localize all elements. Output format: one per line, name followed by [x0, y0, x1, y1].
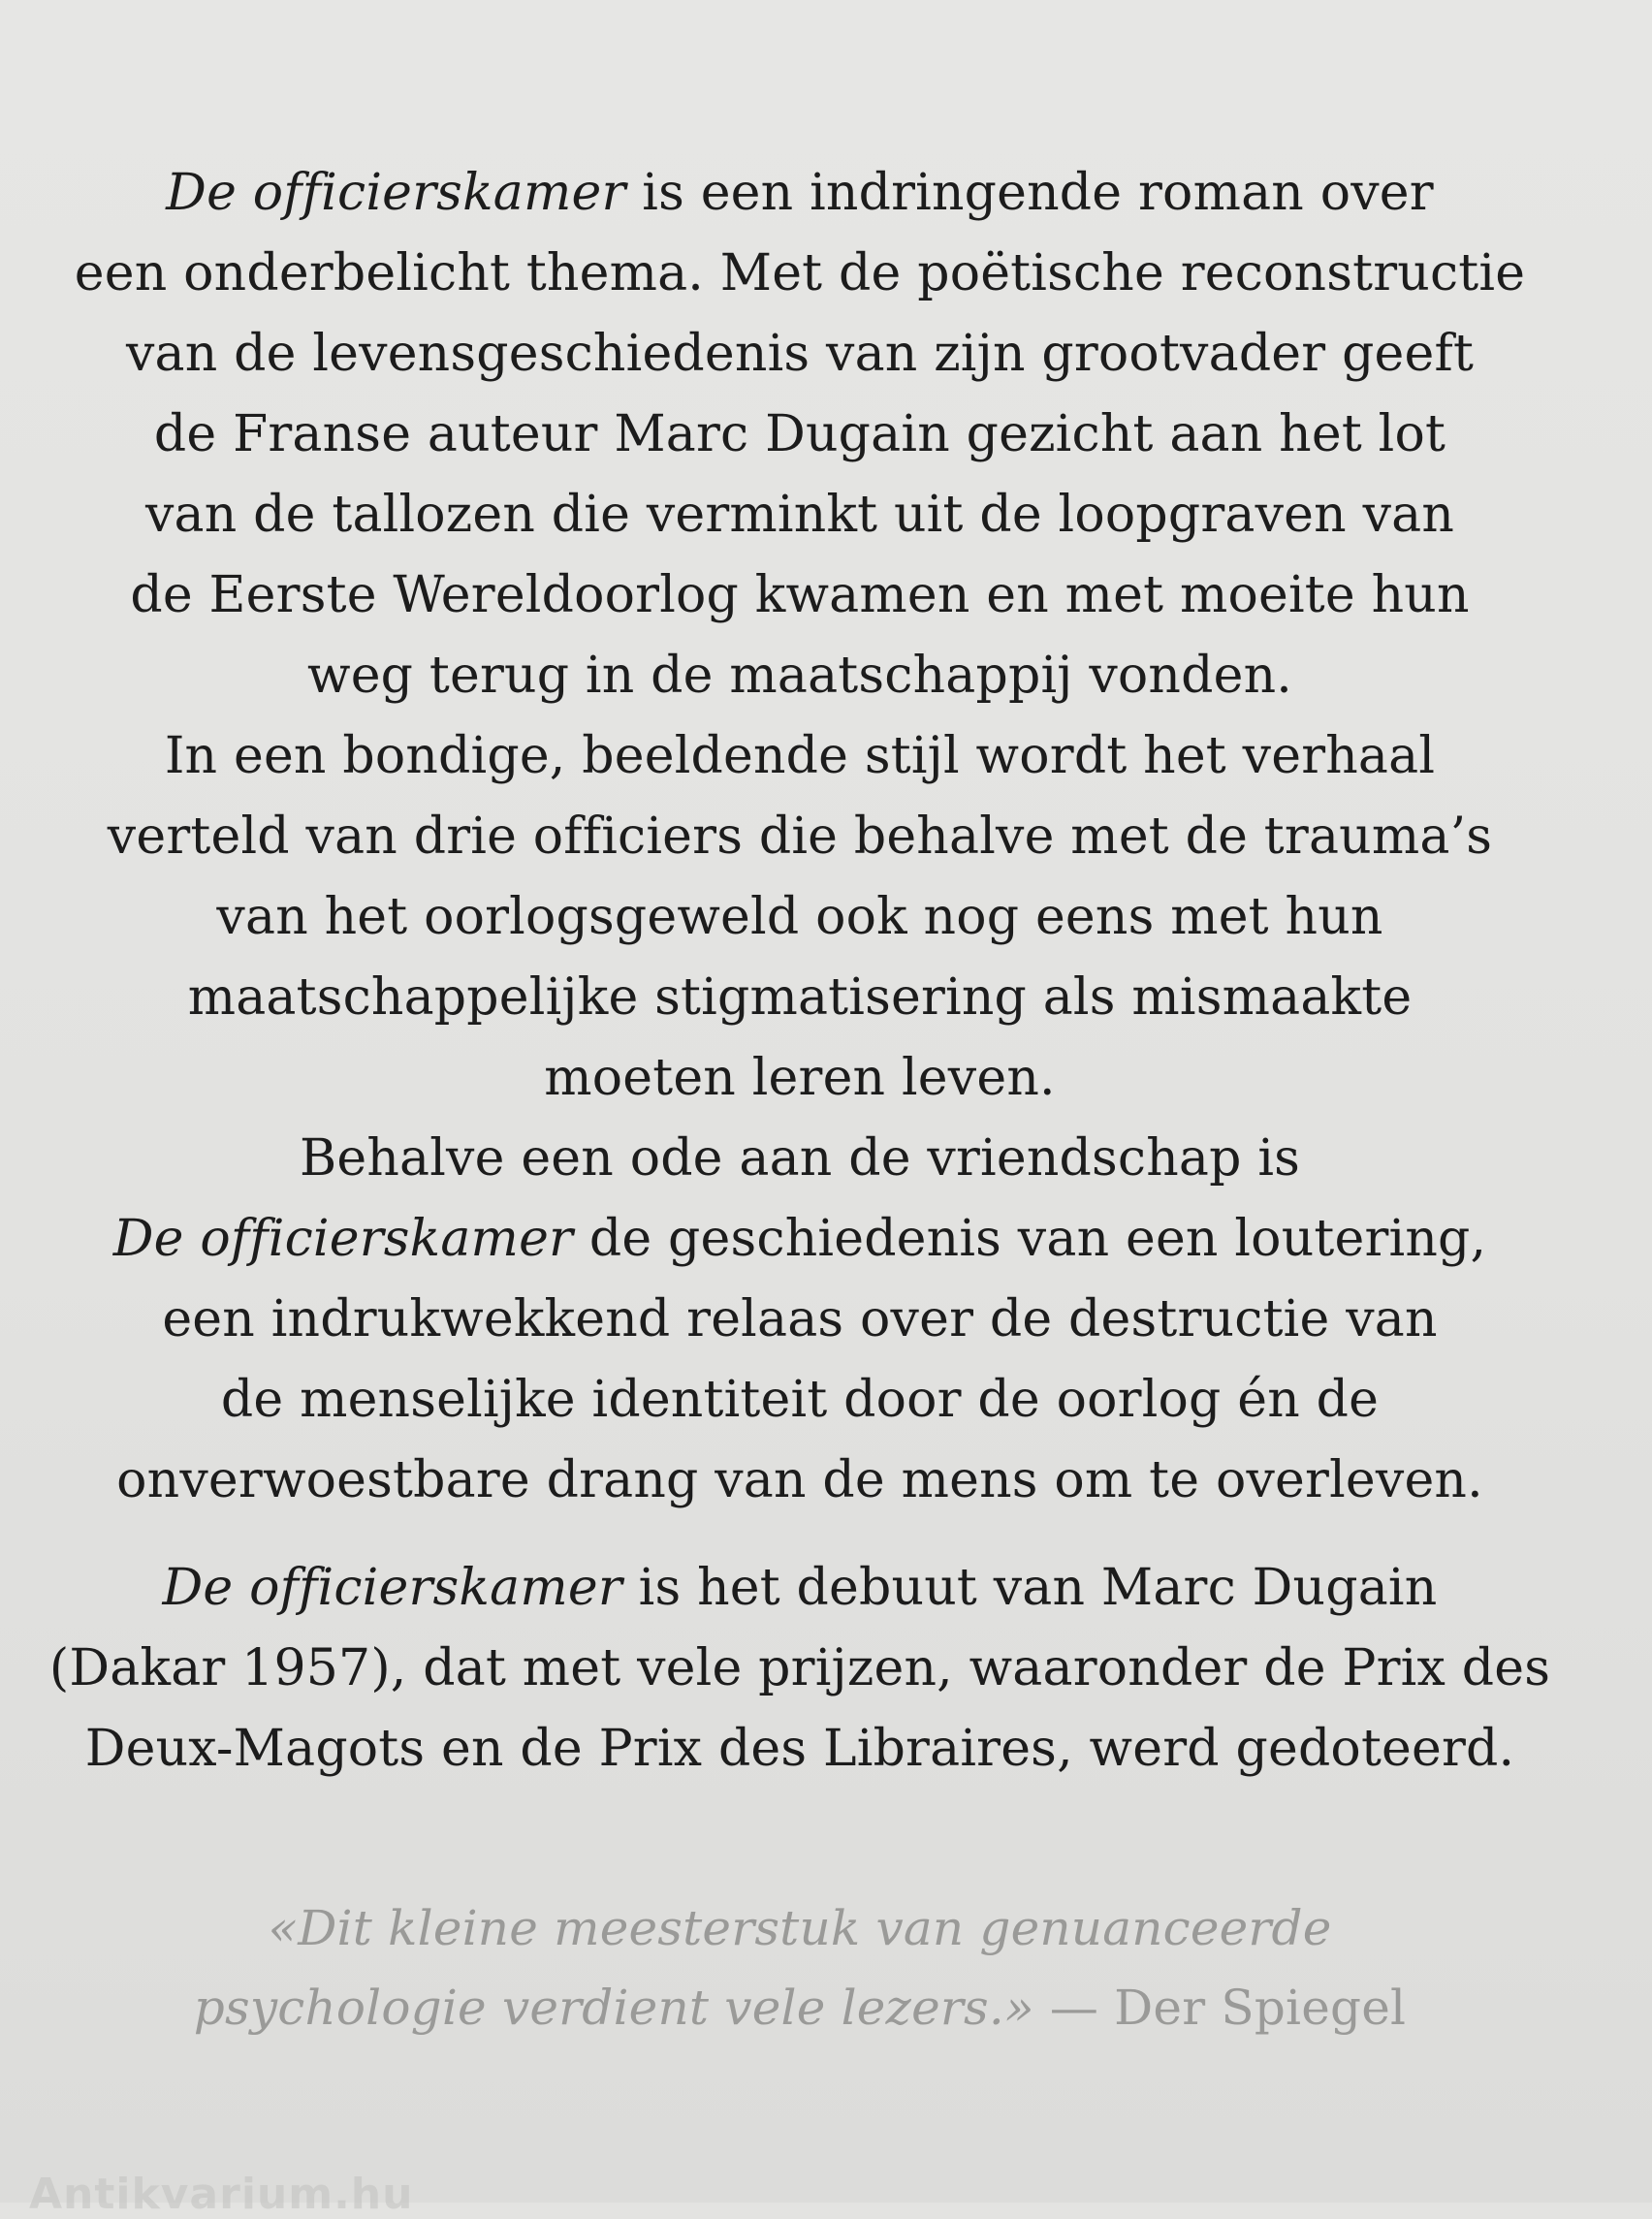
text-line: onverwoestbare drang van de mens om te overleven. — [116, 1451, 1483, 1509]
text-line: een onderbelicht thema. Met de poëtische reconstructie — [74, 244, 1526, 302]
book-title: De officierskamer — [112, 1210, 574, 1268]
paragraph-gap — [0, 1521, 1600, 1548]
text-line: (Dakar 1957), dat met vele prijzen, waaronder de Prix des — [48, 1639, 1551, 1697]
text-line: de Eerste Wereldoorlog kwamen en met moeite hun — [130, 566, 1470, 624]
text-line: van het oorlogsgeweld ook nog eens met hun — [216, 888, 1383, 946]
text-line: De officierskamer de geschiedenis van een loutering, — [112, 1210, 1487, 1268]
quote-line: «Dit kleine meesterstuk van genuanceerde — [268, 1900, 1332, 1956]
text-line: Deux-Magots en de Prix des Libraires, werd gedoteerd. — [84, 1720, 1515, 1778]
text-line: een indrukwekkend relaas over de destructie van — [162, 1290, 1438, 1348]
text-line: van de tallozen die verminkt uit de loopgraven van — [144, 486, 1455, 544]
text-line: maatschappelijke stigmatisering als mismaakte — [187, 968, 1413, 1027]
text-line: de Franse auteur Marc Dugain gezicht aan het lot — [153, 405, 1446, 463]
text-line: van de levensgeschiedenis van zijn grootvader geeft — [125, 325, 1475, 383]
text-line: De officierskamer is het debuut van Marc Dugain — [162, 1559, 1438, 1617]
text-line: In een bondige, beeldende stijl wordt het verhaal — [164, 727, 1436, 785]
book-title: De officierskamer — [162, 1559, 622, 1617]
blurb-text — [0, 153, 1600, 1790]
watermark: Antikvarium.hu — [29, 2170, 414, 2219]
text-line: De officierskamer is een indringende roman over — [166, 164, 1434, 222]
quote-source: — Der Spiegel — [1033, 1980, 1407, 2036]
text-line: weg terug in de maatschappij vonden. — [307, 647, 1292, 705]
book-title: De officierskamer — [166, 164, 626, 222]
paragraph-description — [0, 153, 1600, 1521]
paragraph-author — [0, 1548, 1600, 1790]
text-line: moeten leren leven. — [544, 1049, 1056, 1107]
quote-line: psychologie verdient vele lezers.» — Der Spiegel — [193, 1980, 1407, 2036]
text-line: de menselijke identiteit door de oorlog én de — [220, 1371, 1380, 1429]
text-line: Behalve een ode aan de vriendschap is — [299, 1129, 1301, 1188]
press-quote — [0, 1888, 1600, 2047]
text-line: verteld van drie officiers die behalve met de trauma’s — [107, 808, 1493, 866]
